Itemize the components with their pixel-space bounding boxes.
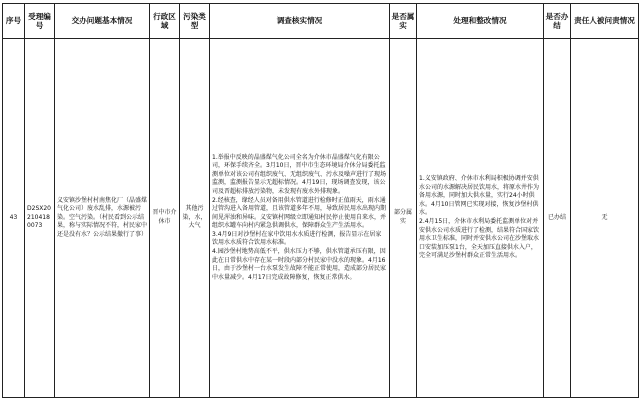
header-row [3, 4, 639, 39]
cell-accountability: 无 [571, 39, 639, 398]
handling-paragraph: 1.义安镇政府、介休市水利局积极协调并安供水公司的水源解决居民饮用水，将原水井作为备用水源，同时加大供水量，实行24小时供水。4月10日管网已实现对接，恢复沙堡村供水。 [419, 175, 540, 217]
investigation-paragraph: 2.经核查，缘经人员对备用供水管道进行检修时正值雨天，雨水通过管沟进入备用管道，且该管道多年不用，导致居民用水出现内期间见浑浊和异味。义安镇村网级立即通知村民停止使用自来水，并组织水罐车向村内紧急供调供水，保障群众生产生活用水。 [212, 196, 387, 230]
investigation-paragraph: 3.4月9日对沙堡村在家中饮用水水质进行检测，报告显示在居家饮用水水质符合饮用水标准。 [212, 230, 382, 247]
cell-seq: 43 [3, 39, 25, 398]
header-investigation: 调查核实情况 [210, 4, 390, 39]
cell-verified: 部分属实 [390, 39, 417, 398]
cell-investigation [210, 39, 390, 398]
cell-region: 晋中市介休市 [150, 39, 180, 398]
investigation-paragraph: 1.举报中反映的晶盛煤气化公司全名为介休市晶盛煤气化有限公司，环保手续齐全。3月10日，晋中市生态环境局介休分局委托监测单位对该公司有组织废气、无组织废气、污水及噪声进行了现场监测，监测报告显示无超标情况。4月19日，现场调查发现，该公司及晋超标排放污染物，未发现有废水外排现象。 [212, 153, 387, 195]
cell-pollution-type: 其他污染，水，大气 [180, 39, 210, 398]
header-seq: 序号 [3, 4, 25, 39]
cell-handling [417, 39, 544, 398]
cell-case-no: D2SX202104180073 [25, 39, 55, 398]
table-row [3, 39, 639, 398]
case-report-table [2, 3, 639, 398]
header-handling: 处理和整改情况 [417, 4, 544, 39]
header-region: 行政区域 [150, 4, 180, 39]
header-verified: 是否属实 [390, 4, 417, 39]
handling-paragraph: 2.4月15日，介休市水利局委托监测单位对并安供水公司水质进行了检测，结果符合国家饮用水卫生标准，同时并安供水公司在沙堡取水口安装加压泵1台，全天加压直接供水入户，完全可满足沙堡村群众正常生活用水。 [419, 218, 540, 260]
header-pollution-type: 污染类型 [180, 4, 210, 39]
header-issue: 交办问题基本情况 [55, 4, 150, 39]
header-case-no: 受理编号 [25, 4, 55, 39]
cell-closed: 已办结 [544, 39, 571, 398]
header-closed: 是否办结 [544, 4, 571, 39]
cell-issue: 义安镇沙堡村村南焦化厂（晶盛煤气化公司）废水乱排，水源被污染。空气污染。（村民看到公示结果，称与实际情况不符，村民家中还是没有水？公示结果撤行了事） [55, 39, 150, 398]
investigation-paragraph: 4.园沙堡村地势高低不平，供水压力不够，供水管道承压有限，因此在日常供水中存在某一时段内部分村民家中没水的现象。4月16日，由于沙堡村一台水泵发生故障不能正常使用，造成部分居民家中水量减少。4月17日完成故障修复，恢复正常供水。 [212, 248, 387, 281]
header-accountability: 责任人被问责情况 [571, 4, 639, 39]
